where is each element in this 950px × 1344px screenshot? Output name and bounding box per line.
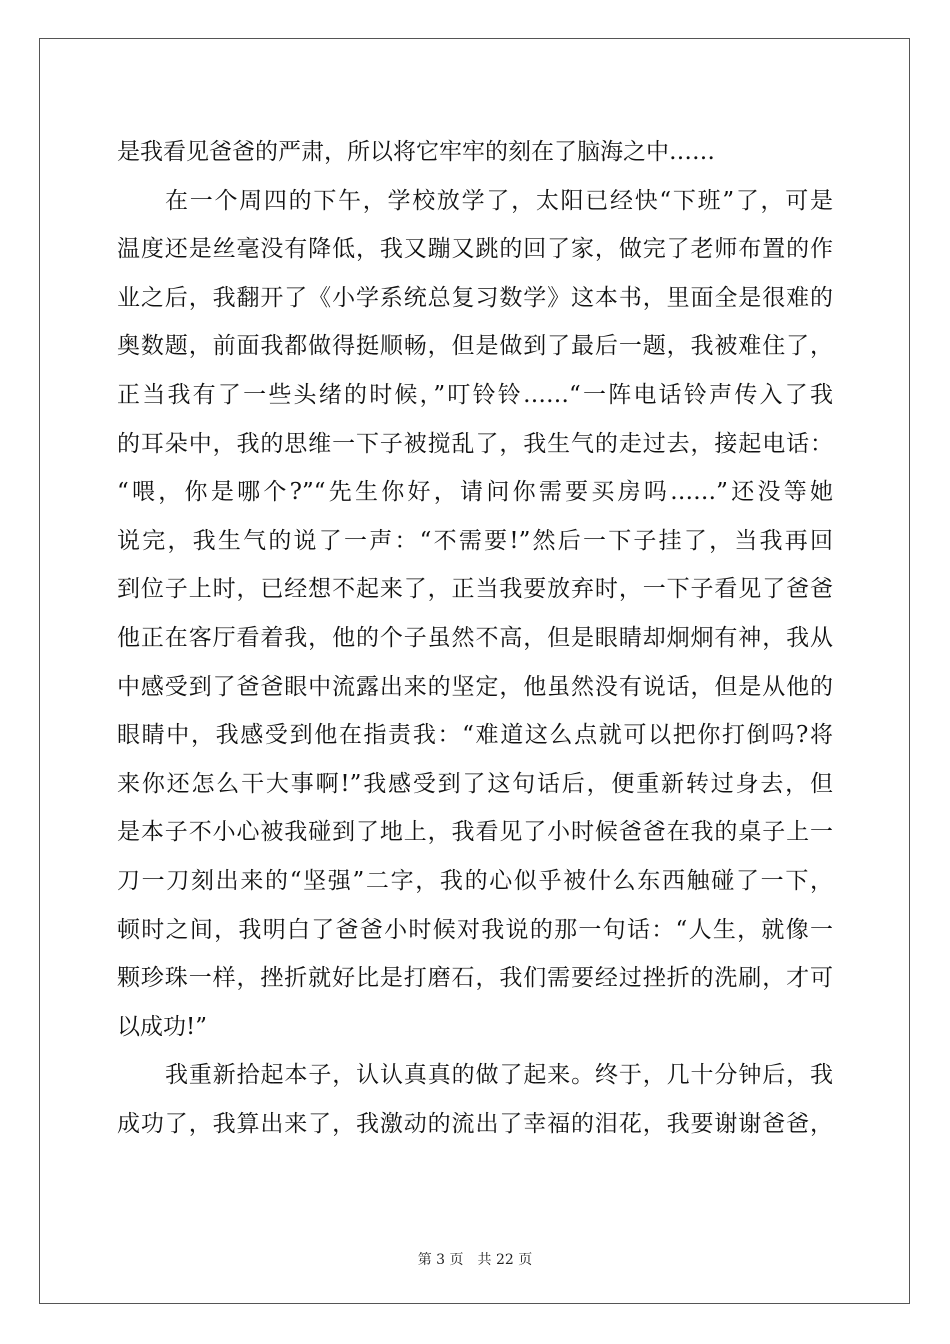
text-line: 眼睛中，我感受到他在指责我：“难道这么点就可以把你打倒吗?将 bbox=[117, 722, 833, 749]
text-line: 他正在客厅看着我，他的个子虽然不高，但是眼睛却炯炯有神，我从 bbox=[117, 624, 833, 651]
text-line: 以成功!” bbox=[117, 1013, 208, 1040]
page-total: 共 22 页 bbox=[477, 1252, 533, 1268]
text-line: “喂，你是哪个?”“先生你好，请问你需要买房吗……”还没等她 bbox=[117, 479, 833, 506]
text-line: 业之后，我翻开了《小学系统总复习数学》这本书，里面全是很难的 bbox=[117, 284, 833, 311]
text-line: 正当我有了一些头绪的时候，”叮铃铃……“一阵电话铃声传入了我 bbox=[117, 381, 833, 408]
text-line: 说完，我生气的说了一声：“不需要!”然后一下子挂了，当我再回 bbox=[117, 527, 833, 554]
text-line: 成功了，我算出来了，我激动的流出了幸福的泪花，我要谢谢爸爸， bbox=[117, 1110, 833, 1137]
text-line: 到位子上时，已经想不起来了，正当我要放弃时，一下子看见了爸爸 bbox=[117, 576, 833, 603]
page-number: 第 3 页 bbox=[417, 1252, 464, 1268]
text-line: 的耳朵中，我的思维一下子被搅乱了，我生气的走过去，接起电话： bbox=[117, 430, 833, 457]
text-line: 我重新拾起本子，认认真真的做了起来。终于，几十分钟后，我 bbox=[165, 1062, 833, 1089]
text-line: 来你还怎么干大事啊!”我感受到了这句话后，便重新转过身去，但 bbox=[117, 770, 833, 797]
text-line: 颗珍珠一样，挫折就好比是打磨石，我们需要经过挫折的洗刷，才可 bbox=[117, 965, 833, 992]
text-line: 中感受到了爸爸眼中流露出来的坚定，他虽然没有说话，但是从他的 bbox=[117, 673, 833, 700]
text-line: 在一个周四的下午，学校放学了，太阳已经快“下班”了，可是 bbox=[165, 187, 833, 214]
text-line: 刀一刀刻出来的“坚强”二字，我的心似乎被什么东西触碰了一下， bbox=[117, 867, 833, 894]
text-line: 奥数题，前面我都做得挺顺畅，但是做到了最后一题，我被难住了， bbox=[117, 333, 833, 360]
page-footer bbox=[0, 1249, 950, 1269]
text-line: 是我看见爸爸的严肃，所以将它牢牢的刻在了脑海之中…… bbox=[117, 139, 715, 165]
text-line: 顿时之间，我明白了爸爸小时候对我说的那一句话：“人生，就像一 bbox=[117, 916, 833, 943]
text-line: 是本子不小心被我碰到了地上，我看见了小时候爸爸在我的桌子上一 bbox=[117, 819, 833, 846]
text-line: 温度还是丝毫没有降低，我又蹦又跳的回了家，做完了老师布置的作 bbox=[117, 236, 833, 263]
document-body bbox=[117, 128, 833, 1148]
